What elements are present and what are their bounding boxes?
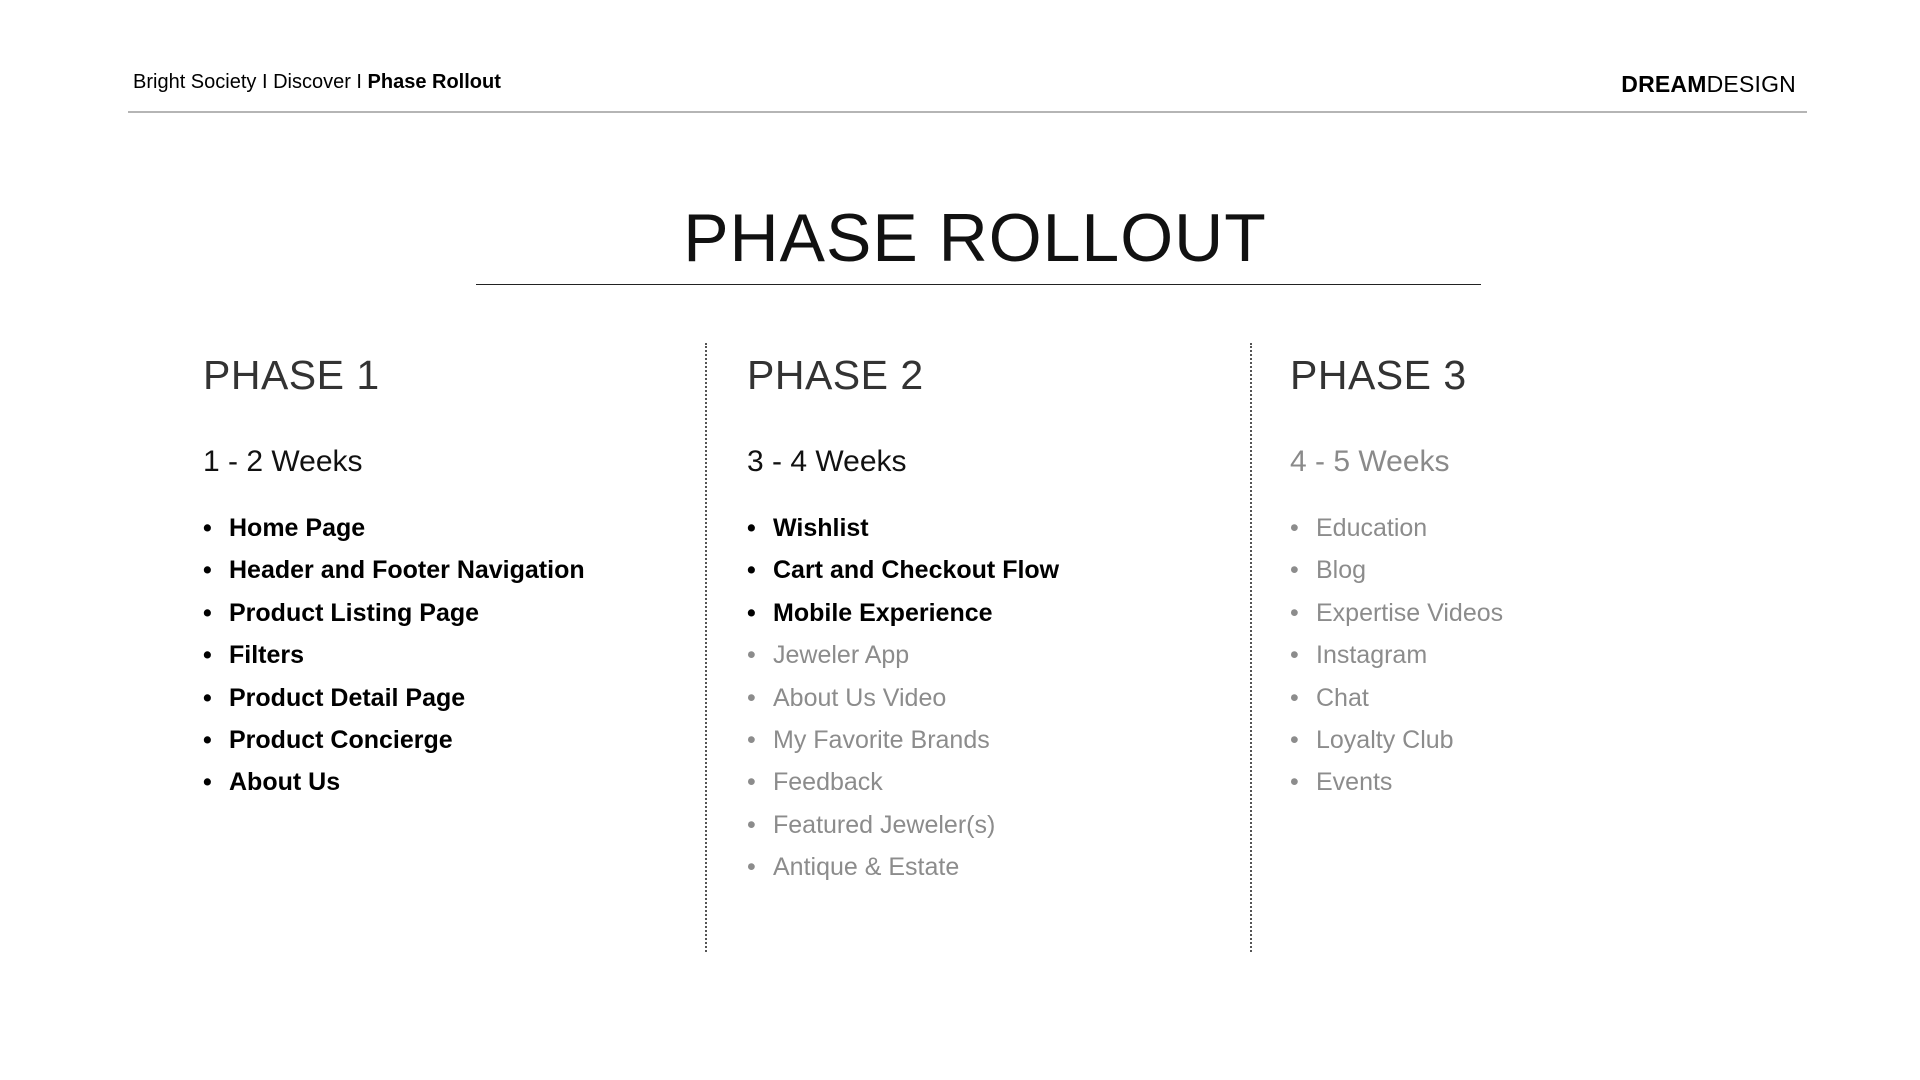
bullet-icon: •: [747, 556, 756, 585]
bullet-icon: •: [747, 853, 756, 882]
list-item: [747, 761, 1227, 803]
phase-column-3: [1290, 350, 1770, 804]
list-item: [1290, 592, 1770, 634]
phase-heading: PHASE 1: [203, 352, 380, 398]
phase-item-list: [203, 507, 683, 804]
bullet-icon: •: [203, 726, 212, 755]
list-item-label: Header and Footer Navigation: [229, 556, 585, 585]
list-item: [747, 634, 1227, 676]
phase-heading: PHASE 2: [747, 352, 924, 398]
bullet-icon: •: [1290, 514, 1299, 542]
column-divider: [1250, 343, 1252, 952]
bullet-icon: •: [203, 641, 212, 670]
bullet-icon: •: [747, 683, 756, 712]
phase-duration: 3 - 4 Weeks: [747, 445, 907, 478]
list-item: [747, 846, 1227, 888]
bullet-icon: •: [747, 641, 756, 670]
breadcrumb-current: Phase Rollout: [367, 71, 501, 93]
list-item: [747, 719, 1227, 761]
list-item: [203, 507, 683, 549]
list-item-label: Instagram: [1316, 641, 1428, 670]
column-divider: [705, 343, 707, 952]
phase-item-list: [1290, 507, 1770, 804]
bullet-icon: •: [203, 514, 212, 542]
list-item-label: Chat: [1316, 683, 1369, 712]
list-item-label: Blog: [1316, 556, 1367, 585]
list-item: [1290, 677, 1770, 719]
brand-logo-regular: DESIGN: [1706, 71, 1796, 97]
list-item: [747, 507, 1227, 549]
bullet-icon: •: [1290, 683, 1299, 712]
list-item-label: Expertise Videos: [1316, 598, 1504, 627]
brand-logo-bold: DREAM: [1621, 71, 1707, 97]
list-item-label: Loyalty Club: [1316, 726, 1454, 755]
list-item-label: Jeweler App: [773, 641, 910, 670]
list-item: [1290, 634, 1770, 676]
list-item-label: Home Page: [229, 514, 366, 542]
list-item: [747, 549, 1227, 591]
phase-heading: PHASE 3: [1290, 352, 1467, 398]
list-item-label: Antique & Estate: [773, 853, 960, 882]
list-item-label: Product Concierge: [229, 726, 453, 755]
breadcrumb-client: Bright Society: [133, 71, 257, 93]
list-item-label: Education: [1316, 514, 1428, 542]
phase-column-1: [203, 350, 683, 804]
bullet-icon: •: [747, 514, 756, 542]
bullet-icon: •: [1290, 598, 1299, 627]
page-title: PHASE ROLLOUT: [683, 200, 1267, 276]
list-item: [203, 549, 683, 591]
bullet-icon: •: [1290, 641, 1299, 670]
list-item: [203, 677, 683, 719]
list-item-label: Events: [1316, 768, 1393, 797]
list-item-label: Feedback: [773, 768, 883, 797]
list-item-label: Mobile Experience: [773, 598, 993, 627]
bullet-icon: •: [203, 768, 212, 797]
list-item: [203, 592, 683, 634]
bullet-icon: •: [203, 598, 212, 627]
list-item-label: Product Listing Page: [229, 598, 480, 627]
bullet-icon: •: [1290, 726, 1299, 755]
bullet-icon: •: [747, 768, 756, 797]
list-item: [1290, 549, 1770, 591]
list-item-label: My Favorite Brands: [773, 726, 990, 755]
breadcrumb-separator: I: [350, 71, 368, 93]
breadcrumb-separator: I: [256, 71, 274, 93]
list-item-label: About Us: [229, 768, 341, 797]
bullet-icon: •: [203, 683, 212, 712]
phase-item-list: [747, 507, 1227, 889]
list-item: [747, 804, 1227, 846]
list-item-label: Product Detail Page: [229, 683, 466, 712]
phase-duration: 4 - 5 Weeks: [1290, 445, 1450, 478]
list-item: [1290, 761, 1770, 803]
list-item: [747, 677, 1227, 719]
bullet-icon: •: [203, 556, 212, 585]
list-item: [203, 634, 683, 676]
list-item: [1290, 719, 1770, 761]
breadcrumb: [133, 70, 501, 94]
bullet-icon: •: [747, 598, 756, 627]
bullet-icon: •: [747, 726, 756, 755]
header-divider: [128, 111, 1807, 113]
brand-logo: [1621, 70, 1796, 98]
list-item-label: Wishlist: [773, 514, 869, 542]
title-underline: [476, 284, 1481, 285]
phase-duration: 1 - 2 Weeks: [203, 445, 363, 478]
list-item: [203, 719, 683, 761]
list-item-label: Featured Jeweler(s): [773, 810, 996, 839]
list-item-label: Filters: [229, 641, 305, 670]
list-item: [203, 761, 683, 803]
list-item: [747, 592, 1227, 634]
bullet-icon: •: [1290, 556, 1299, 585]
list-item-label: About Us Video: [773, 683, 947, 712]
breadcrumb-section: Discover: [273, 71, 351, 93]
bullet-icon: •: [747, 810, 756, 839]
bullet-icon: •: [1290, 768, 1299, 797]
list-item-label: Cart and Checkout Flow: [773, 556, 1060, 585]
phase-column-2: [747, 350, 1227, 889]
list-item: [1290, 507, 1770, 549]
